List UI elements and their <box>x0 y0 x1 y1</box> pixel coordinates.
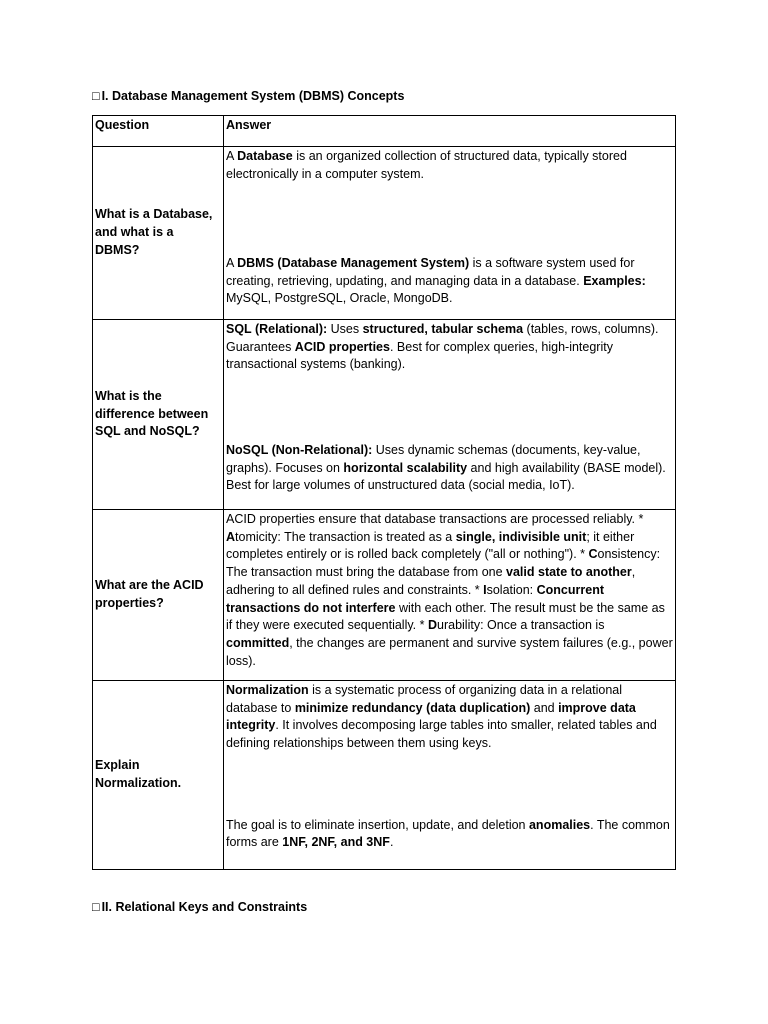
table-row <box>93 147 676 320</box>
question-cell: Explain Normalization. <box>93 681 224 870</box>
table-row <box>93 681 676 870</box>
section-heading-dbms-concepts <box>92 88 404 104</box>
answer-paragraph: A Database is an organized collection of structured data, typically stored electronically in a computer system. <box>226 149 627 181</box>
answer-paragraph: Normalization is a systematic process of organizing data in a relational database to minimize redundancy (data duplication) and improve data integrity. It involves decomposing large tables into smaller, related tables and defining relationships between them using keys. <box>226 683 657 751</box>
header-answer: Answer <box>224 116 676 147</box>
question-cell: What is a Database, and what is a DBMS? <box>93 147 224 320</box>
answer-paragraph: A DBMS (Database Management System) is a software system used for creating, retrieving, updating, and managing data in a database. Examples: MySQL, PostgreSQL, Oracle, MongoDB. <box>226 255 646 306</box>
question-cell: What are the ACID properties? <box>93 510 224 681</box>
answer-paragraph: SQL (Relational): Uses structured, tabular schema (tables, rows, columns). Guarantees ACID properties. Best for complex queries, high-integrity transactional systems (banking). <box>226 322 659 372</box>
header-question: Question <box>93 116 224 147</box>
answer-paragraph: ACID properties ensure that database transactions are processed reliably. * Atomicity: The transaction is treated as a single, indivisible unit; it either completes entirely or is rolled back completely ("all or nothing"). * Consistency: The transaction must bring the database from one valid state to another, adhering to all defined rules and constraints. * Isolation: Concurrent transactions do not interfere with each other. The result must be the same as if they were executed sequentially. * Durability: Once a transaction is committed, the changes are permanent and survive system failures (e.g., power loss). <box>226 512 673 668</box>
placeholder-box-icon: □ <box>92 900 100 914</box>
answer-cell <box>224 147 676 320</box>
answer-paragraph: NoSQL (Non-Relational): Uses dynamic schemas (documents, key-value, graphs). Focuses on horizontal scalability and high availability (BASE model). Best for large volumes of unstructured data (social media, IoT). <box>226 442 666 493</box>
answer-cell <box>224 681 676 870</box>
table-row <box>93 510 676 681</box>
answer-cell <box>224 320 676 510</box>
section-title: I. Database Management System (DBMS) Concepts <box>101 89 405 103</box>
table-header-row <box>93 116 676 147</box>
question-cell: What is the difference between SQL and NoSQL? <box>93 320 224 510</box>
answer-paragraph: The goal is to eliminate insertion, update, and deletion anomalies. The common forms are 1NF, 2NF, and 3NF. <box>226 817 670 850</box>
placeholder-box-icon: □ <box>92 89 100 103</box>
answer-cell <box>224 510 676 681</box>
table-row <box>93 320 676 510</box>
section-heading-relational-keys <box>92 899 307 915</box>
section-title: II. Relational Keys and Constraints <box>101 900 308 914</box>
qa-table <box>92 115 676 870</box>
